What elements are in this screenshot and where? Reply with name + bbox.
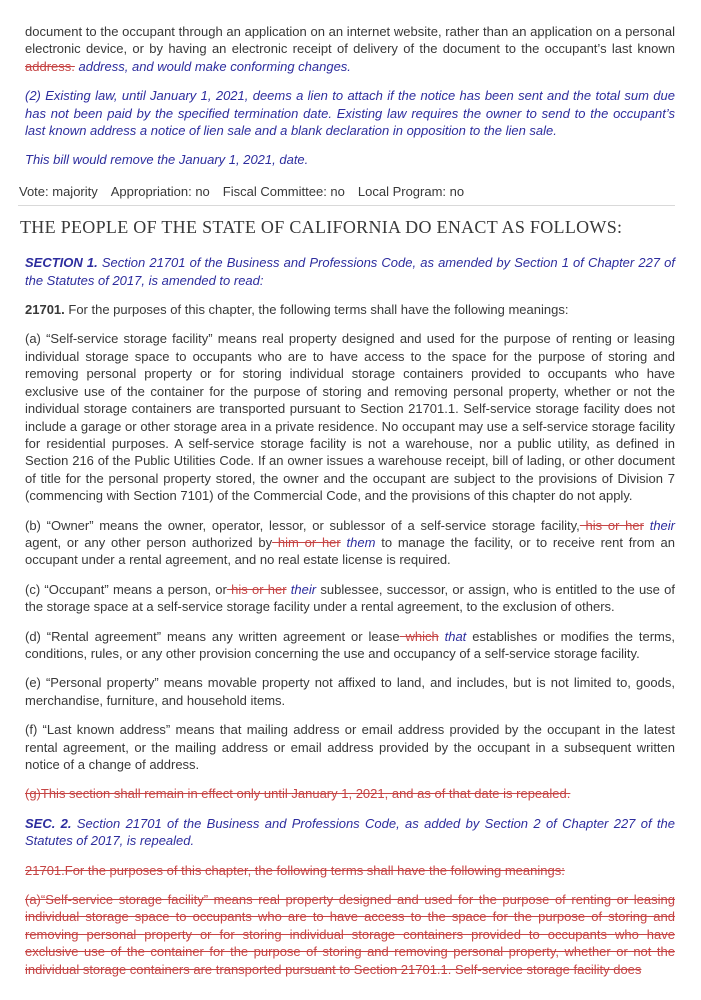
digest-continuation-paragraph bbox=[25, 23, 675, 75]
section-2-text: Section 21701 of the Business and Professions Code, as added by Section 2 of Chapter 227 of the Statutes of 2017, is repealed. bbox=[25, 815, 675, 849]
definition-d-paragraph bbox=[25, 628, 675, 663]
digest-paragraph-2: (2) Existing law, until January 1, 2021, deems a lien to attach if the notice has been sent and the total sum due has not been paid by the specified termination date. Existing law requires the owner to send to the occupant’s last known address a notice of lien sale and a blank declaration in opposition to the lien sale. bbox=[25, 88, 675, 139]
definition-c-text-2: sublessee, successor, or assign, who is entitled to the use of the storage space at a self-service storage facility under a rental agreement, to the exclusion of others. bbox=[25, 581, 675, 615]
inserted-text: them bbox=[340, 534, 376, 550]
code-21701-intro-paragraph bbox=[25, 301, 675, 318]
code-21701-text: For the purposes of this chapter, the following terms shall have the following meanings: bbox=[64, 302, 569, 318]
definition-g-deleted-paragraph: (g)This section shall remain in effect only until January 1, 2021, and as of that date is repealed. bbox=[25, 786, 571, 802]
definition-b-text-1: (b) “Owner” means the owner, operator, lessor, or sublessor of a self-service storage facility, bbox=[25, 517, 580, 533]
definition-f-paragraph: (f) “Last known address” means that mailing address or email address provided by the occupant in the latest rental agreement, or the mailing address or email address provided by the occupant in a subsequent written notice of a change of address. bbox=[25, 722, 675, 772]
digest-continuation-text: document to the occupant through an application on an internet website, rather than an application on a personal electronic device, or by having an electronic receipt of delivery of the document to the occupant’s last known bbox=[25, 24, 675, 57]
vote-info-line bbox=[19, 183, 675, 200]
section-divider bbox=[18, 205, 675, 206]
definition-c-text-1: (c) “Occupant” means a person, or bbox=[25, 581, 227, 597]
deleted-text: his or her bbox=[226, 581, 287, 597]
section-1-text: Section 21701 of the Business and Professions Code, as amended by Section 1 of Chapter 227 of the Statutes of 2017, is amended to read: bbox=[25, 255, 675, 288]
definition-b-text-3: to manage the facility, or to receive rent from an occupant under a rental agreement, and no real estate license is required. bbox=[25, 534, 675, 568]
deleted-text: his or her bbox=[579, 517, 644, 533]
digest-paragraph-3: This bill would remove the January 1, 2021, date. bbox=[25, 152, 309, 168]
local-program-status: Local Program: no bbox=[357, 183, 465, 199]
definition-c-paragraph bbox=[25, 581, 675, 616]
definition-a-paragraph: (a) “Self-service storage facility” means real property designed and used for the purpose of renting or leasing individual storage space to occupants who are to have access to the space for the purpose of storing and removing personal property or for storing individual storage containers provided to occupants who have exclusive use of the container for the purpose of storing and removing personal property, whether or not the individual storage containers are transported pursuant to Section 21701.1. Self-service storage facility does not include a garage or other storage area in a private residence. No occupant may use a self-service storage facility for residential purposes. A self-service storage facility is not a warehouse, nor a public utility, as defined in Section 216 of the Public Utilities Code. If an owner issues a warehouse receipt, bill of lading, or other document of title for the personal property stored, the owner and the occupant are subject to the provisions of Division 7 (commencing with Section 7101) of the Commercial Code, and the provisions of this chapter do not apply. bbox=[25, 331, 675, 504]
fiscal-committee-status: Fiscal Committee: no bbox=[222, 183, 345, 199]
definition-d-text-2: establishes or modifies the terms, conditions, rules, or any other provision concerning the use and occupancy of a self-service storage facility. bbox=[25, 628, 675, 661]
repealed-definition-a-paragraph: (a)“Self-service storage facility” means real property designed and used for the purpose of renting or leasing individual storage space to occupants who are to have access to the space for the purpose of storing and removing personal property or for storing individual storage containers provided to occupants who have exclusive use of the container for the purpose of storing and removing personal property, whether or not the individual storage containers are transported pursuant to Section 21701.1. Self-service storage facility does bbox=[25, 892, 675, 977]
deleted-text: him or her bbox=[272, 534, 341, 550]
section-1-paragraph bbox=[25, 254, 675, 289]
section-1-label: SECTION 1. bbox=[25, 255, 98, 271]
deleted-text: address. bbox=[25, 58, 75, 74]
appropriation-status: Appropriation: no bbox=[110, 183, 210, 199]
code-21701-label: 21701. bbox=[25, 302, 65, 318]
definition-d-text-1: (d) “Rental agreement” means any written agreement or lease bbox=[25, 628, 400, 644]
definition-e-paragraph: (e) “Personal property” means movable property not affixed to land, and includes, but is not limited to, goods, merchandise, furniture, and household items. bbox=[25, 675, 675, 708]
inserted-text: their bbox=[286, 581, 317, 597]
vote-majority: Vote: majority bbox=[19, 183, 98, 199]
repealed-21701-intro-paragraph: 21701.For the purposes of this chapter, the following terms shall have the following meanings: bbox=[25, 862, 565, 878]
inserted-text: their bbox=[643, 517, 675, 533]
deleted-text: which bbox=[399, 628, 439, 644]
definition-b-text-2: agent, or any other person authorized by bbox=[25, 534, 273, 550]
section-2-paragraph bbox=[25, 815, 675, 850]
enacting-clause-heading: THE PEOPLE OF THE STATE OF CALIFORNIA DO ENACT AS FOLLOWS: bbox=[20, 217, 623, 238]
section-2-label: SEC. 2. bbox=[25, 815, 72, 831]
inserted-text: that bbox=[438, 628, 467, 644]
definition-b-paragraph bbox=[25, 517, 675, 569]
inserted-text: address, and would make conforming changes. bbox=[74, 58, 351, 74]
